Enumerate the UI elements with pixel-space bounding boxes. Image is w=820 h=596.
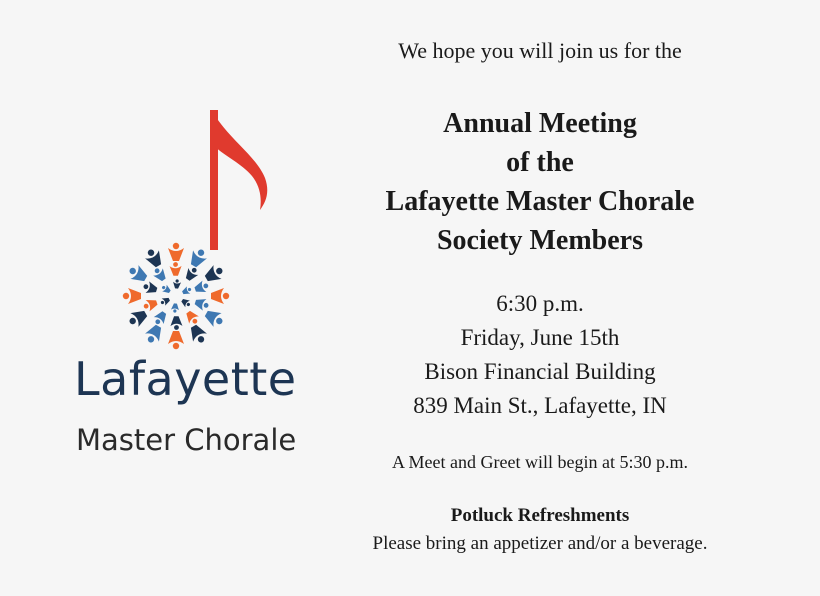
event-address: 839 Main St., Lafayette, IN bbox=[413, 393, 667, 418]
meet-greet-text: A Meet and Greet will begin at 5:30 p.m. bbox=[392, 452, 688, 472]
singer-figure-icon bbox=[183, 309, 201, 327]
singer-figure-icon bbox=[168, 331, 184, 349]
singer-figure-icon bbox=[126, 262, 150, 285]
singer-figure-icon bbox=[168, 243, 184, 261]
singer-figure-icon bbox=[142, 246, 165, 270]
singer-figure-icon bbox=[202, 262, 226, 285]
singer-figure-icon bbox=[142, 280, 159, 295]
singer-figure-icon bbox=[142, 297, 159, 313]
singer-figure-icon bbox=[170, 262, 182, 276]
title-line: Society Members bbox=[436, 225, 644, 256]
potluck-note: Please bring an appetizer and/or a beverage. bbox=[372, 533, 708, 554]
singer-figure-icon bbox=[193, 279, 210, 295]
event-title bbox=[320, 104, 760, 260]
event-venue: Bison Financial Building bbox=[424, 359, 656, 384]
event-details bbox=[320, 287, 760, 423]
singer-figure-icon bbox=[180, 297, 192, 309]
singer-figure-icon bbox=[142, 322, 165, 346]
singer-figure-icon bbox=[173, 279, 182, 289]
logo-subtitle: Master Chorale bbox=[76, 423, 297, 457]
singer-figure-icon bbox=[171, 303, 180, 313]
potluck-heading: Potluck Refreshments bbox=[450, 505, 630, 526]
event-time: 6:30 p.m. bbox=[496, 291, 584, 316]
title-line: of the bbox=[506, 147, 574, 178]
singer-figure-icon bbox=[159, 296, 171, 307]
singer-figure-icon bbox=[211, 288, 229, 304]
singer-figure-icon bbox=[202, 307, 226, 330]
logo-wordmark: Lafayette bbox=[74, 352, 297, 406]
singer-figure-icon bbox=[152, 309, 170, 327]
singer-figure-icon bbox=[187, 322, 210, 346]
singer-figure-icon bbox=[170, 316, 182, 330]
singer-figure-icon bbox=[123, 288, 141, 304]
singer-figure-icon bbox=[183, 265, 201, 283]
title-line: Annual Meeting bbox=[443, 108, 637, 139]
singer-figure-icon bbox=[151, 265, 169, 283]
singer-figure-icon bbox=[194, 296, 211, 311]
singer-figure-icon bbox=[126, 307, 150, 330]
event-date: Friday, June 15th bbox=[460, 325, 620, 350]
singer-figure-icon bbox=[187, 246, 210, 270]
intro-text: We hope you will join us for the bbox=[398, 38, 682, 63]
singer-figure-icon bbox=[181, 285, 193, 296]
chorale-logo bbox=[60, 100, 310, 480]
singer-figure-icon bbox=[160, 283, 172, 295]
music-note-icon bbox=[60, 100, 310, 360]
title-line: Lafayette Master Chorale bbox=[385, 186, 695, 217]
